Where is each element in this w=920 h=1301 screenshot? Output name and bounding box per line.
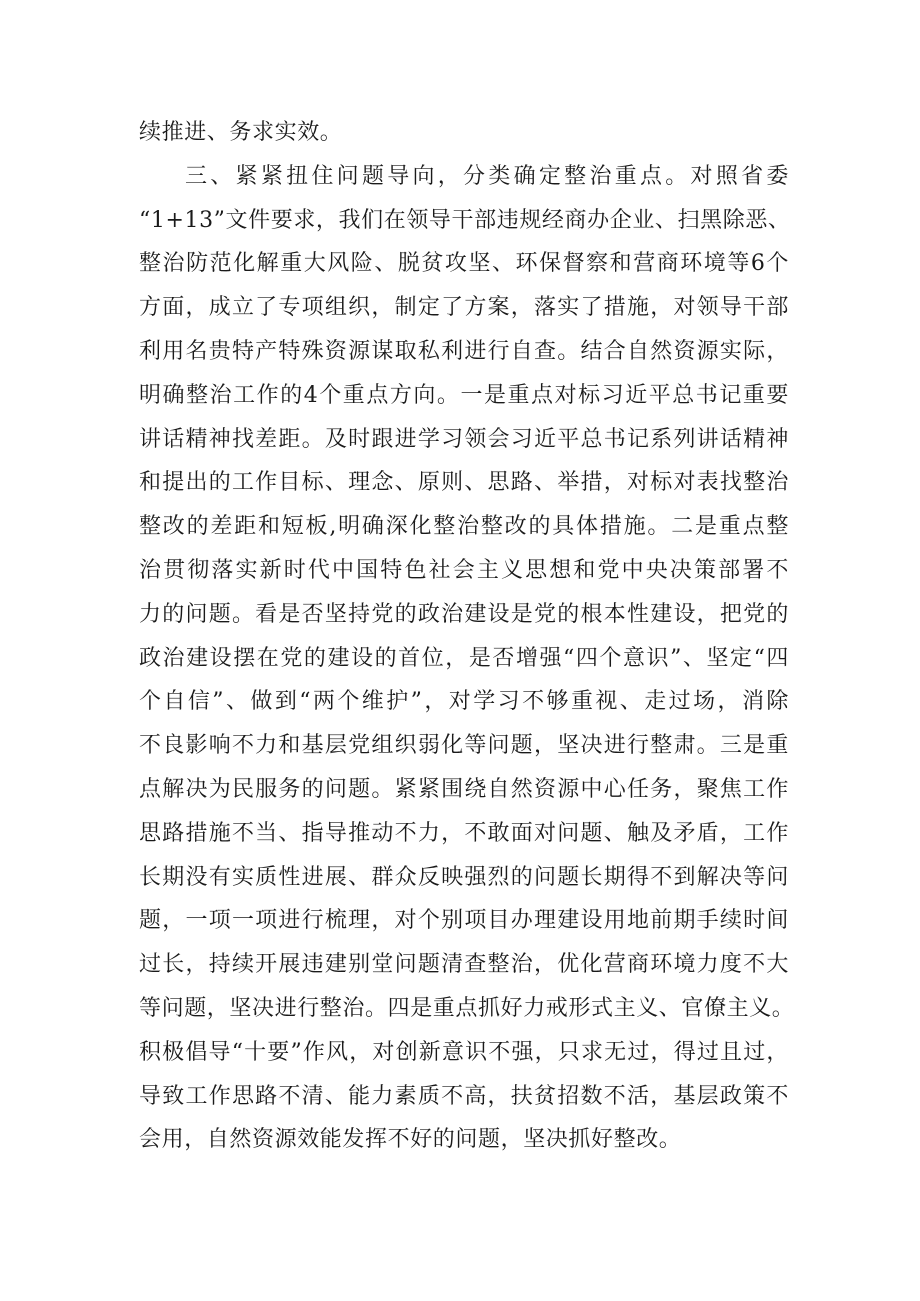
text-line: 方面，成立了专项组织，制定了方案，落实了措施，对领导干部 <box>139 295 789 321</box>
text-line: 题，一项一项进行梳理，对个别项目办理建设用地前期手续时间 <box>139 908 789 934</box>
text-line: 会用，自然资源效能发挥不好的问题，坚决抓好整改。 <box>139 1127 682 1153</box>
text-line: 等问题，坚决进行整治。四是重点抓好力戒形式主义、官僚主义。 <box>139 995 795 1021</box>
text-line: 利用名贵特产特殊资源谋取私利进行自查。结合自然资源实际， <box>139 338 789 364</box>
text-line: 整治防范化解重大风险、脱贫攻坚、环保督察和营商环境等6个 <box>139 251 789 277</box>
text-line: 和提出的工作目标、理念、原则、思路、举措，对标对表找整治 <box>139 470 789 496</box>
text-line: 明确整治工作的4个重点方向。一是重点对标习近平总书记重要 <box>139 382 789 408</box>
text-line: 力的问题。看是否坚持党的政治建设是党的根本性建设，把党的 <box>139 601 789 627</box>
text-line: 三、紧紧扭住问题导向，分类确定整治重点。对照省委 <box>185 163 789 189</box>
text-line: “1+13”文件要求，我们在领导干部违规经商办企业、扫黑除恶、 <box>139 207 791 233</box>
text-line: 不良影响不力和基层党组织弱化等问题，坚决进行整肃。三是重 <box>139 733 789 759</box>
text-line: 点解决为民服务的问题。紧紧围绕自然资源中心任务，聚焦工作 <box>139 776 789 802</box>
text-line: 续推进、务求实效。 <box>139 120 343 145</box>
text-line: 政治建设摆在党的建设的首位，是否增强“四个意识”、坚定“四 <box>139 645 789 671</box>
text-line: 思路措施不当、指导推动不力，不敢面对问题、触及矛盾，工作 <box>139 820 789 846</box>
text-line: 导致工作思路不清、能力素质不高，扶贫招数不活，基层政策不 <box>139 1083 789 1109</box>
text-line: 积极倡导“十要”作风，对创新意识不强，只求无过，得过且过， <box>139 1039 789 1065</box>
text-line: 过长，持续开展违建别堂问题清查整治，优化营商环境力度不大 <box>139 952 789 978</box>
text-line: 讲话精神找差距。及时跟进学习领会习近平总书记系列讲话精神 <box>139 426 789 452</box>
body-text <box>139 111 795 1162</box>
text-line: 整改的差距和短板,明确深化整治整改的具体措施。二是重点整 <box>139 514 789 540</box>
text-line: 治贯彻落实新时代中国特色社会主义思想和党中央决策部署不 <box>139 557 789 583</box>
text-line: 个自信”、做到“两个维护”，对学习不够重视、走过场，消除 <box>139 689 789 715</box>
text-line: 长期没有实质性进展、群众反映强烈的问题长期得不到解决等问 <box>139 864 789 890</box>
